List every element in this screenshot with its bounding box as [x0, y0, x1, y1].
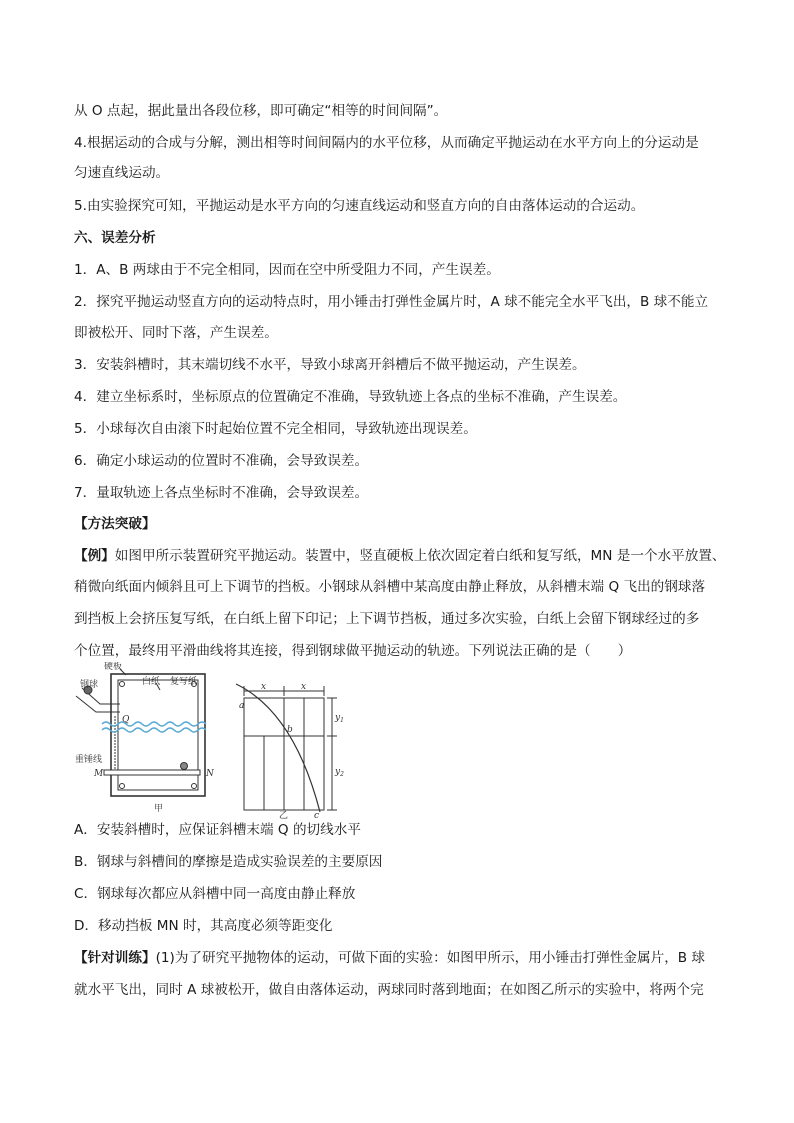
label-hard-board: 硬板: [104, 662, 123, 672]
paragraph-line: 5.由实验探究可知，平抛运动是水平方向的匀速直线运动和竖直方向的自由落体运动的合运动。: [74, 198, 645, 214]
caption-yi: 乙: [279, 811, 289, 820]
example-text: 如图甲所示装置研究平抛运动。装置中，竖直硬板上依次固定着白纸和复写纸，MN 是一个水平放置、: [114, 548, 726, 564]
option-d: D．移动挡板 MN 时，其高度必须等距变化: [74, 918, 333, 934]
label-x2: x: [301, 682, 307, 692]
label-white-paper: 白纸: [142, 677, 161, 687]
option-c: C．钢球每次都应从斜槽中同一高度由静止释放: [74, 886, 356, 902]
label-c: c: [314, 811, 320, 820]
figure-jia-labels: [75, 662, 215, 814]
training-line: 就水平飞出，同时 A 球被松开，做自由落体运动，两球同时落到地面；在如图乙所示的实验中，将两个完: [74, 982, 704, 998]
label-x1: x: [261, 682, 267, 692]
trajectory-curve: [236, 684, 320, 812]
section-heading-method: 【方法突破】: [74, 516, 156, 532]
label-n: N: [206, 769, 214, 779]
error-item: 6．确定小球运动的位置时不准确，会导致误差。: [74, 453, 369, 469]
error-item: 2．探究平抛运动竖直方向的运动特点时，用小锤击打弹性金属片时，A 球不能完全水平飞出，B 球不能立: [74, 294, 709, 310]
error-item: 1．A、B 两球由于不完全相同，因而在空中所受阻力不同，产生误差。: [74, 262, 500, 278]
label-b: b: [287, 725, 293, 735]
error-item: 即被松开、同时下落，产生误差。: [74, 325, 278, 341]
example-line: [74, 546, 734, 566]
option-a: A．安装斜槽时，应保证斜槽末端 Q 的切线水平: [74, 822, 361, 838]
label-y2: $y_2$: [335, 767, 344, 778]
section-heading-error-analysis: 六、误差分析: [74, 230, 156, 246]
training-tag: 【针对训练】: [74, 950, 156, 966]
mn-baffle: [104, 770, 200, 775]
training-line: [74, 948, 734, 968]
error-item: 4．建立坐标系时，坐标原点的位置确定不准确，导致轨迹上各点的坐标不准确，产生误差。: [74, 389, 627, 405]
label-m: M: [94, 769, 104, 779]
example-tag: 【例】: [74, 548, 115, 564]
pin-icon: [192, 784, 197, 789]
training-text: (1)为了研究平抛物体的运动，可做下面的实验：如图甲所示，用小锤击打弹性金属片，B 球: [155, 950, 706, 966]
example-line: 个位置，最终用平滑曲线将其连接，得到钢球做平抛运动的轨迹。下列说法正确的是（ ）: [74, 643, 632, 659]
error-item: 5．小球每次自由滚下时起始位置不完全相同，导致轨迹出现误差。: [74, 421, 477, 437]
label-plumb-line: 重锤线: [75, 755, 103, 765]
label-a: a: [239, 701, 245, 711]
label-y1: $y_1$: [335, 713, 344, 724]
caption-jia: 甲: [154, 804, 164, 814]
figure-yi-labels: [239, 682, 344, 820]
figure-yi: [236, 684, 337, 812]
label-steel-ball: 钢球: [80, 680, 99, 690]
option-b: B．钢球与斜槽间的摩擦是造成实验误差的主要原因: [74, 854, 383, 870]
example-line: 稍微向纸面内倾斜且可上下调节的挡板。小钢球从斜槽中某高度由静止释放，从斜槽末端 Q 飞出的钢球落: [74, 579, 706, 595]
pin-icon: [120, 682, 125, 687]
example-line: 到挡板上会挤压复写纸，在白纸上留下印记；上下调节挡板，通过多次实验，白纸上会留下钢球经过的多: [74, 611, 700, 627]
label-carbon-paper: 复写纸: [170, 677, 198, 687]
ball-on-baffle-icon: [181, 763, 188, 770]
error-item: 3．安装斜槽时，其末端切线不水平，导致小球离开斜槽后不做平抛运动，产生误差。: [74, 357, 586, 373]
paragraph-line: 从 O 点起，据此量出各段位移，即可确定“相等的时间间隔”。: [74, 103, 448, 119]
error-item: 7．量取轨迹上各点坐标时不准确，会导致误差。: [74, 485, 369, 501]
hard-board-frame: [111, 674, 205, 796]
paragraph-line: 匀速直线运动。: [74, 165, 170, 181]
chute-slope: [76, 688, 120, 712]
pin-icon: [120, 784, 125, 789]
paragraph-line: 4.根据运动的合成与分解，测出相等时间间隔内的水平位移，从而确定平抛运动在水平方向上的分运动是: [74, 135, 699, 151]
label-q: Q: [122, 715, 130, 725]
figure-area: [74, 662, 374, 820]
